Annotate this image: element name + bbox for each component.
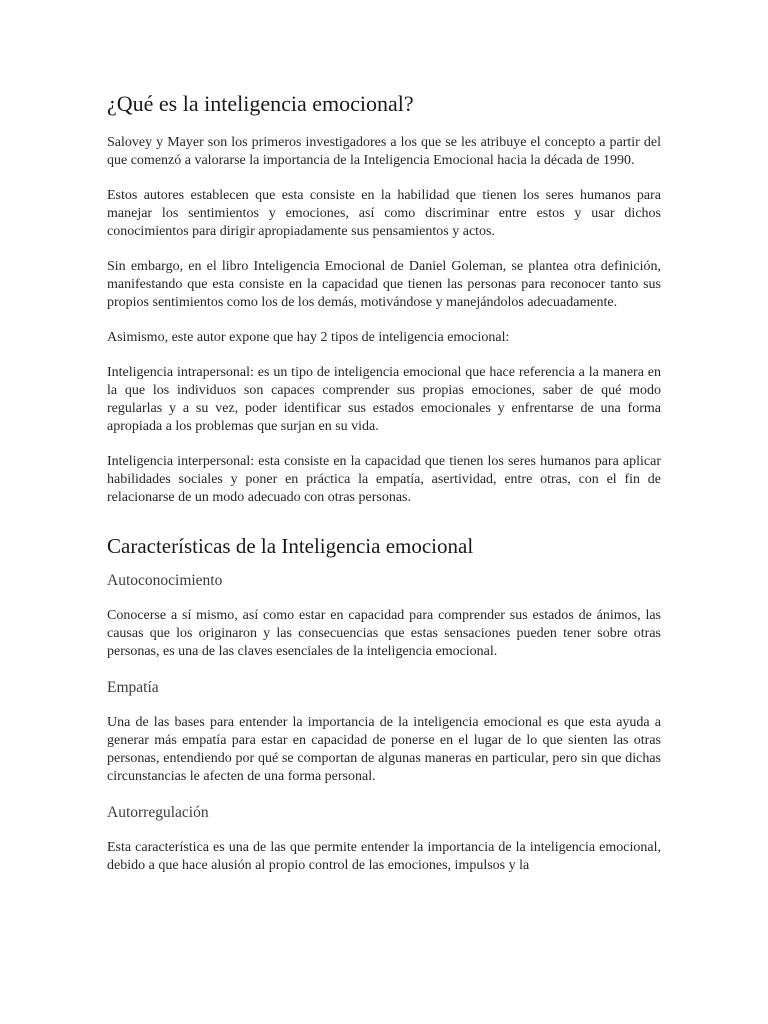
paragraph-interpersonal: Inteligencia interpersonal: esta consiste en la capacidad que tienen los seres humanos para aplicar habilidades sociales y poner en práctica la empatía, asertividad, entre otras, con el fin de relacionarse de un modo adecuado con otras personas. xyxy=(107,454,661,505)
section-title-characteristics: Características de la Inteligencia emocional xyxy=(107,534,474,558)
paragraph-two-types: Asimismo, este autor expone que hay 2 tipos de inteligencia emocional: xyxy=(107,330,510,345)
paragraph-intrapersonal: Inteligencia intrapersonal: es un tipo de inteligencia emocional que hace referencia a la manera en la que los individuos son capaces comprender sus propias emociones, saber de qué modo regularlas y a su vez, poder identificar sus estados emocionales y enfrentarse de una forma apropiada a los problemas que surjan en su vida. xyxy=(107,365,661,434)
document-page xyxy=(107,90,661,875)
paragraph-definition: Estos autores establecen que esta consiste en la habilidad que tienen los seres humanos para manejar los sentimientos y emociones, así como discriminar entre estos y usar dichos conocimientos para dirigir apropiadamente sus pensamientos y actos. xyxy=(107,188,661,239)
paragraph-salovey-mayer: Salovey y Mayer son los primeros investigadores a los que se les atribuye el concepto a partir del que comenzó a valorarse la importancia de la Inteligencia Emocional hacia la década de 1990. xyxy=(107,135,661,168)
document-title: ¿Qué es la inteligencia emocional? xyxy=(107,91,414,116)
paragraph-autoconocimiento: Conocerse a sí mismo, así como estar en capacidad para comprender sus estados de ánimos, las causas que los originaron y las consecuencias que estas sensaciones pueden tener sobre otras personas, es una de las claves esenciales de la inteligencia emocional. xyxy=(107,608,661,659)
subsection-heading-autorregulacion: Autorregulación xyxy=(107,804,209,821)
paragraph-empatia: Una de las bases para entender la importancia de la inteligencia emocional es que esta ayuda a generar más empatía para estar en capacidad de ponerse en el lugar de lo que sienten las otras personas, entendiendo por qué se comportan de algunas maneras en particular, pero sin que dichas circunstancias le afecten de una forma personal. xyxy=(107,715,661,784)
paragraph-goleman: Sin embargo, en el libro Inteligencia Emocional de Daniel Goleman, se plantea otra definición, manifestando que esta consiste en la capacidad que tienen las personas para reconocer tanto sus propios sentimientos como los de los demás, motivándose y manejándolos adecuadamente. xyxy=(107,259,661,310)
paragraph-autorregulacion: Esta característica es una de las que permite entender la importancia de la inteligencia emocional, debido a que hace alusión al propio control de las emociones, impulsos y la xyxy=(107,840,661,873)
subsection-heading-empatia: Empatía xyxy=(107,679,159,696)
subsection-heading-autoconocimiento: Autoconocimiento xyxy=(107,572,223,589)
